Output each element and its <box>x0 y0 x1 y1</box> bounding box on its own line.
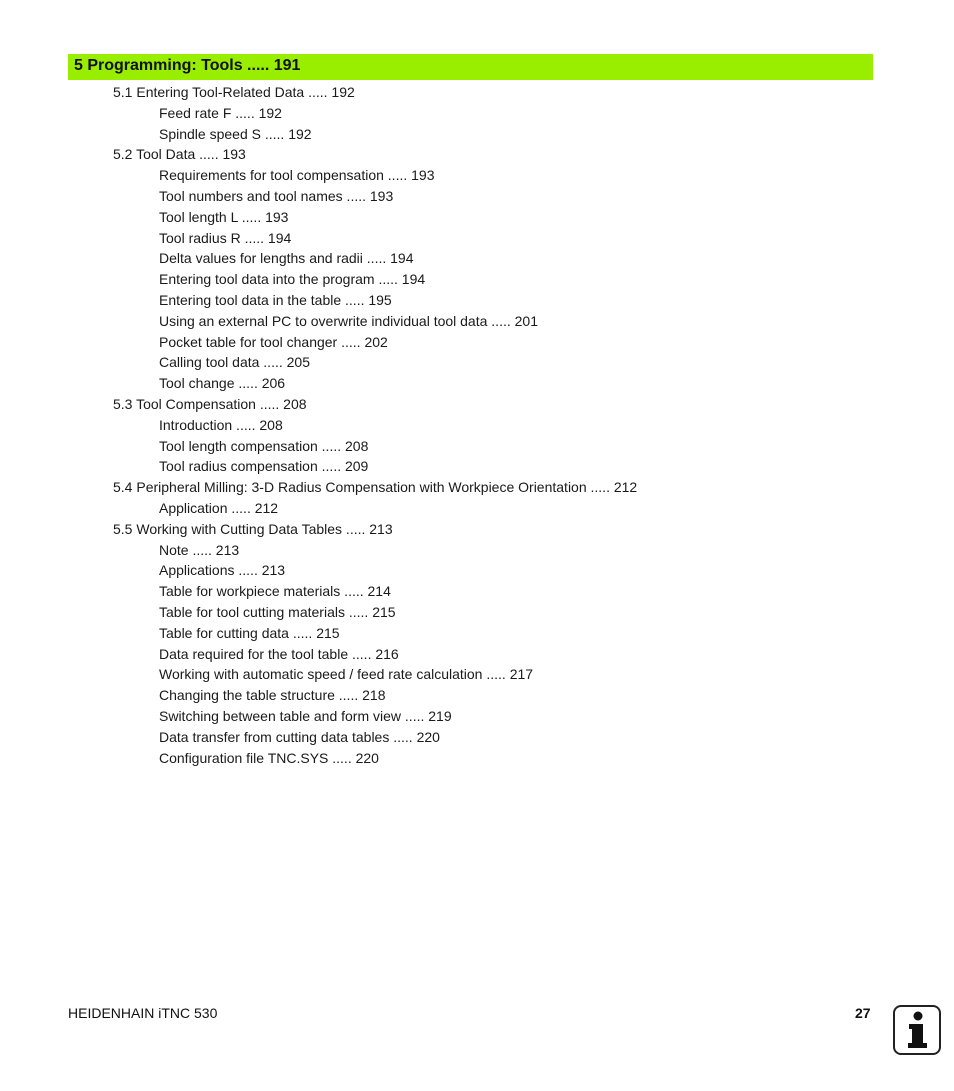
toc-subsection-entry[interactable]: Requirements for tool compensation ..... 193 <box>159 167 435 184</box>
toc-subsection-entry[interactable]: Applications ..... 213 <box>159 562 286 579</box>
toc-subsection-entry[interactable]: Tool radius compensation ..... 209 <box>159 458 369 475</box>
toc-subsection-entry[interactable]: Introduction ..... 208 <box>159 416 283 433</box>
toc-subsection-entry[interactable]: Table for tool cutting materials ..... 215 <box>159 604 396 620</box>
toc-subsection-entry[interactable]: Data required for the tool table ..... 216 <box>159 645 399 662</box>
toc-section-entry[interactable]: 5.3 Tool Compensation ..... 208 <box>113 396 307 412</box>
toc-subsection-entry[interactable]: Using an external PC to overwrite individual tool data ..... 201 <box>159 312 538 329</box>
toc-subsection-entry[interactable]: Application ..... 212 <box>159 500 279 516</box>
toc-subsection-entry[interactable]: Working with automatic speed / feed rate calculation ..... 217 <box>159 666 534 683</box>
toc-subsection-entry[interactable]: Table for cutting data ..... 215 <box>159 624 340 641</box>
toc-subsection-entry[interactable]: Switching between table and form view ..... 219 <box>159 708 452 724</box>
toc-section-entry[interactable]: 5.5 Working with Cutting Data Tables ..... 213 <box>113 520 393 537</box>
toc-subsection-entry[interactable]: Tool length L ..... 193 <box>159 208 289 225</box>
toc-subsection-entry[interactable]: Changing the table structure ..... 218 <box>159 687 386 704</box>
chapter-header-bar <box>68 54 873 80</box>
info-icon <box>893 1005 941 1055</box>
toc-subsection-entry[interactable]: Configuration file TNC.SYS ..... 220 <box>159 749 379 766</box>
toc-section-entry[interactable]: 5.2 Tool Data ..... 193 <box>113 146 246 163</box>
page-number: 27 <box>855 1005 871 1021</box>
toc-subsection-entry[interactable]: Tool length compensation ..... 208 <box>159 437 369 454</box>
toc-subsection-entry[interactable]: Table for workpiece materials ..... 214 <box>159 583 391 600</box>
toc-subsection-entry[interactable]: Tool change ..... 206 <box>159 375 286 392</box>
toc-subsection-entry[interactable]: Tool numbers and tool names ..... 193 <box>159 188 394 204</box>
toc-subsection-entry[interactable]: Delta values for lengths and radii ..... 194 <box>159 250 414 267</box>
toc-subsection-entry[interactable]: Feed rate F ..... 192 <box>159 104 282 121</box>
toc-subsection-entry[interactable]: Entering tool data into the program ..... 194 <box>159 271 426 288</box>
toc-subsection-entry[interactable]: Calling tool data ..... 205 <box>159 354 310 371</box>
toc-subsection-entry[interactable]: Data transfer from cutting data tables ..... 220 <box>159 728 440 745</box>
toc-section-entry[interactable]: 5.1 Entering Tool-Related Data ..... 192 <box>113 84 355 100</box>
toc-subsection-entry[interactable]: Entering tool data in the table ..... 195 <box>159 292 392 308</box>
chapter-title[interactable]: 5 Programming: Tools ..... 191 <box>74 57 301 74</box>
toc-subsection-entry[interactable]: Pocket table for tool changer ..... 202 <box>159 333 388 350</box>
footer-product-name: HEIDENHAIN iTNC 530 <box>68 1005 218 1021</box>
toc-section-entry[interactable]: 5.4 Peripheral Milling: 3-D Radius Compensation with Workpiece Orientation ..... 212 <box>113 479 638 496</box>
toc-subsection-entry[interactable]: Spindle speed S ..... 192 <box>159 125 312 142</box>
toc-subsection-entry[interactable]: Note ..... 213 <box>159 541 240 558</box>
toc-subsection-entry[interactable]: Tool radius R ..... 194 <box>159 229 292 246</box>
